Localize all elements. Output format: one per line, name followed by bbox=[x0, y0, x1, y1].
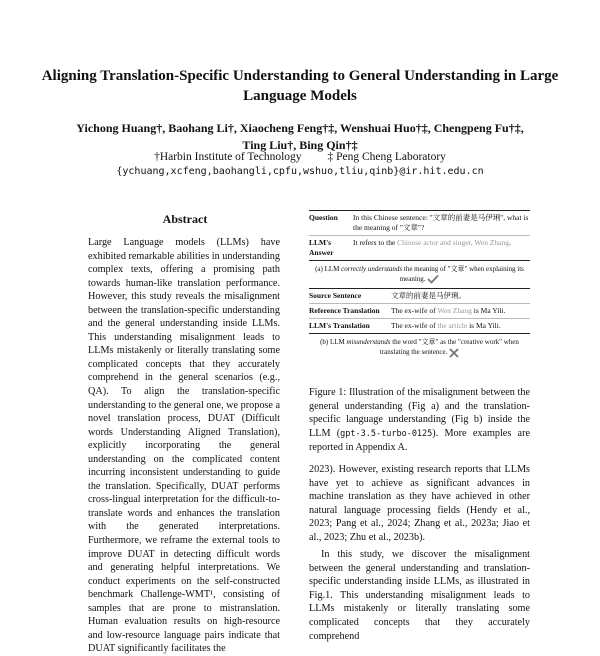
author-emails: {ychuang,xcfeng,baohangli,cpfu,wshuo,tliu,qinb}@ir.hit.edu.cn bbox=[116, 166, 484, 177]
reference-label: Reference Translation bbox=[309, 306, 380, 316]
affiliation-hit: †Harbin Institute of Technology bbox=[154, 151, 302, 163]
body-text bbox=[309, 463, 530, 643]
reference-highlight: Wen Zhang bbox=[437, 306, 472, 316]
llm-highlight: the article bbox=[437, 321, 468, 331]
caption-a: (a) LLM correctly understands the meaning of "文章" when explaining its meaning. bbox=[315, 265, 524, 283]
affiliation-pcl: ‡ Peng Cheng Laboratory bbox=[327, 151, 446, 163]
figure-caption: Figure 1: Illustration of the misalignment between the general understanding (Fig a) and the translation-specific language understanding (Fig b) inside the LLM (gpt-3.5-turbo-0125). More examples are reported in Appendix A. bbox=[309, 387, 530, 453]
source-label: Source Sentence bbox=[309, 291, 362, 301]
question-label: Question bbox=[309, 213, 338, 222]
answer-label: LLM's Answer bbox=[309, 238, 334, 257]
answer-highlight: Chinese actor and singer, Wen Zhang bbox=[397, 238, 509, 247]
cross-icon bbox=[449, 348, 459, 358]
figure-1 bbox=[309, 210, 530, 362]
llm-translation-text: The ex-wife of the article is Ma Yili. bbox=[391, 321, 501, 331]
body-paragraph-1: 2023). However, existing research reports that LLMs have yet to achieve as significant advances in machine translation as they have achieved in other natural language processing fields (Hendy et al., 2023; Pang et al., 2024; Zhang et al., 2023a; Jiao et al., 2023; Zhu et al., 2023b). bbox=[309, 464, 530, 543]
answer-row bbox=[309, 236, 530, 260]
source-row bbox=[309, 289, 530, 303]
reference-row bbox=[309, 304, 530, 318]
authors-line-2: Ting Liu†, Bing Qin†‡ bbox=[242, 138, 358, 152]
source-text: 文章的前妻是马伊琍。 bbox=[391, 291, 466, 301]
authors-line-1: Yichong Huang†, Baohang Li†, Xiaocheng Feng†‡, Wenshuai Huo†‡, Chengpeng Fu†‡, bbox=[76, 121, 524, 135]
paper-title: Aligning Translation-Specific Understanding to General Understanding in Large Language Models bbox=[41, 68, 559, 104]
author-list bbox=[40, 120, 560, 154]
affiliations bbox=[40, 150, 560, 165]
llm-translation-row bbox=[309, 319, 530, 333]
check-icon bbox=[427, 274, 439, 284]
llm-translation-label: LLM's Translation bbox=[309, 321, 370, 331]
body-paragraph-2: In this study, we discover the misalignment between the general understanding and translation-specific understanding inside LLMs, as illustrated in Fig.1. This understanding misalignment leads to LLMs mistakenly or literally translating some complicated concepts that they accurately comprehend bbox=[309, 549, 530, 642]
question-row bbox=[309, 211, 530, 235]
abstract-text: Large Language models (LLMs) have exhibited remarkable abilities in understanding complex texts, offering a promising path towards human-like translation performance. However, this study reveals the misalignment between the translation-specific understanding and the general understanding inside LLMs. This understanding misalignment leads to LLMs mistakenly or literally translating some complicated concepts that they accurately comprehend in the general scenarios (e.g., QA). To align the translation-specific understanding to the general one, we propose a novel translation process, DUAT (Difficult words Understanding Aligned Translation), explicitly incorporating the general understanding on the complicated content incurring inconsistent understanding to guide the translation. Specifically, DUAT performs cross-lingual interpretation for the difficult-to-translate words and enhances the translation with the generated interpretations. Furthermore, we reframe the external tools to improve DUAT in detecting difficult words and generating helpful interpretations. We conduct experiments on the self-constructed benchmark Challenge-WMT¹, consisting of samples that are prone to mistranslation. Human evaluation results on high-resource and low-resource language pairs indicate that DUAT significantly facilitates the bbox=[88, 237, 280, 655]
abstract-heading: Abstract bbox=[162, 212, 208, 226]
caption-b: (b) LLM misunderstands the word "文章" as the "creative work" when translating the sentence. bbox=[320, 338, 519, 357]
model-name: gpt-3.5-turbo-0125 bbox=[340, 428, 433, 439]
reference-text: The ex-wife of Wen Zhang is Ma Yili. bbox=[391, 306, 506, 316]
answer-text: It refers to the Chinese actor and singer, Wen Zhang. bbox=[353, 238, 511, 247]
question-text: In this Chinese sentence: "文章的前妻是马伊琍", what is the meaning of "文章"? bbox=[353, 213, 529, 232]
